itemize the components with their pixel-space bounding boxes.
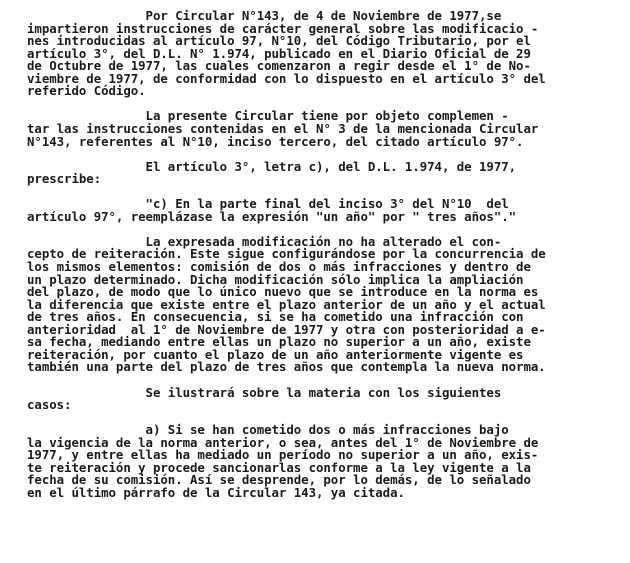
text-line: N°143, referentes al N°10, inciso tercero, del citado artículo 97°. — [27, 133, 524, 149]
text-line: referido Código. — [27, 83, 146, 99]
text-line: te reiteración y procede sancionarlas conforme a la ley vigente a la — [27, 459, 531, 475]
text-line: sa fecha, mediando entre ellas un plazo no superior a un año, existe — [27, 334, 531, 350]
text-line: artículo 3°, del D.L. N° 1.974, publicado en el Diario Oficial de 29 — [27, 45, 531, 61]
text-line: en el último párrafo de la Circular 143, ya citada. — [27, 484, 405, 500]
text-line: a) Si se han cometido dos o más infracciones bajo — [27, 422, 509, 438]
text-line: anterioridad al 1° de Noviembre de 1977 y otra con posterioridad a e- — [27, 321, 546, 337]
text-line: tar las instrucciones contenidas en el N° 3 de la mencionada Circular — [27, 120, 539, 136]
text-line: Se ilustrará sobre la materia con los siguientes — [27, 384, 502, 400]
text-line: "c) En la parte final del inciso 3° del N°10 del — [27, 196, 509, 212]
text-line: los mismos elementos: comisión de dos o más infracciones y dentro de — [27, 259, 531, 274]
text-line: prescribe: — [27, 171, 102, 187]
text-line: viembre de 1977, de conformidad con lo dispuesto en el artículo 3° del — [27, 70, 546, 86]
text-line: cepto de reiteración. Este sigue configurándose por la concurrencia de — [27, 246, 546, 262]
text-line: un plazo determinado. Dicha modificación sólo implica la ampliación — [27, 271, 524, 287]
text-line: de Octubre de 1977, las cuales comenzaron a regir desde el 1° de No- — [27, 58, 531, 74]
text-line: la diferencia que existe entre el plazo anterior de un año y el actual — [27, 296, 546, 312]
text-line: artículo 97°, reemplázase la expresión "un año" por " tres años"." — [27, 208, 517, 224]
text-line: de tres años. En consecuencia, si se ha cometido una infracción con — [27, 309, 524, 325]
text-line: casos: — [27, 397, 72, 413]
text-line: también una parte del plazo de tres años que contempla la nueva norma. — [27, 359, 546, 375]
text-line: la vigencia de la norma anterior, o sea, antes del 1° de Noviembre de — [27, 434, 539, 450]
text-line: La expresada modificación no ha alterado el con- — [27, 233, 502, 249]
text-line: impartieron instrucciones de carácter general sobre las modificacio - — [27, 20, 539, 36]
text-line: fecha de su comisión. Así se desprende, por lo demás, de lo señalado — [27, 472, 531, 488]
text-line: 1977, y entre ellas ha mediado un período no superior a un año, exis- — [27, 447, 539, 463]
text-line: nes introducidas al artículo 97, N°10, del Código Tributario, por el — [27, 33, 531, 49]
text-line: del plazo, de modo que lo único nuevo que se introduce en la norma es — [27, 284, 539, 300]
text-line: Por Circular N°143, de 4 de Noviembre de 1977,se — [27, 8, 502, 23]
text-line: El artículo 3°, letra c), del D.L. 1.974, de 1977, — [27, 158, 517, 174]
text-line: La presente Circular tiene por objeto complemen - — [27, 108, 509, 124]
text-line: reiteración, por cuanto el plazo de un año anteriormente vigente es — [27, 346, 524, 362]
